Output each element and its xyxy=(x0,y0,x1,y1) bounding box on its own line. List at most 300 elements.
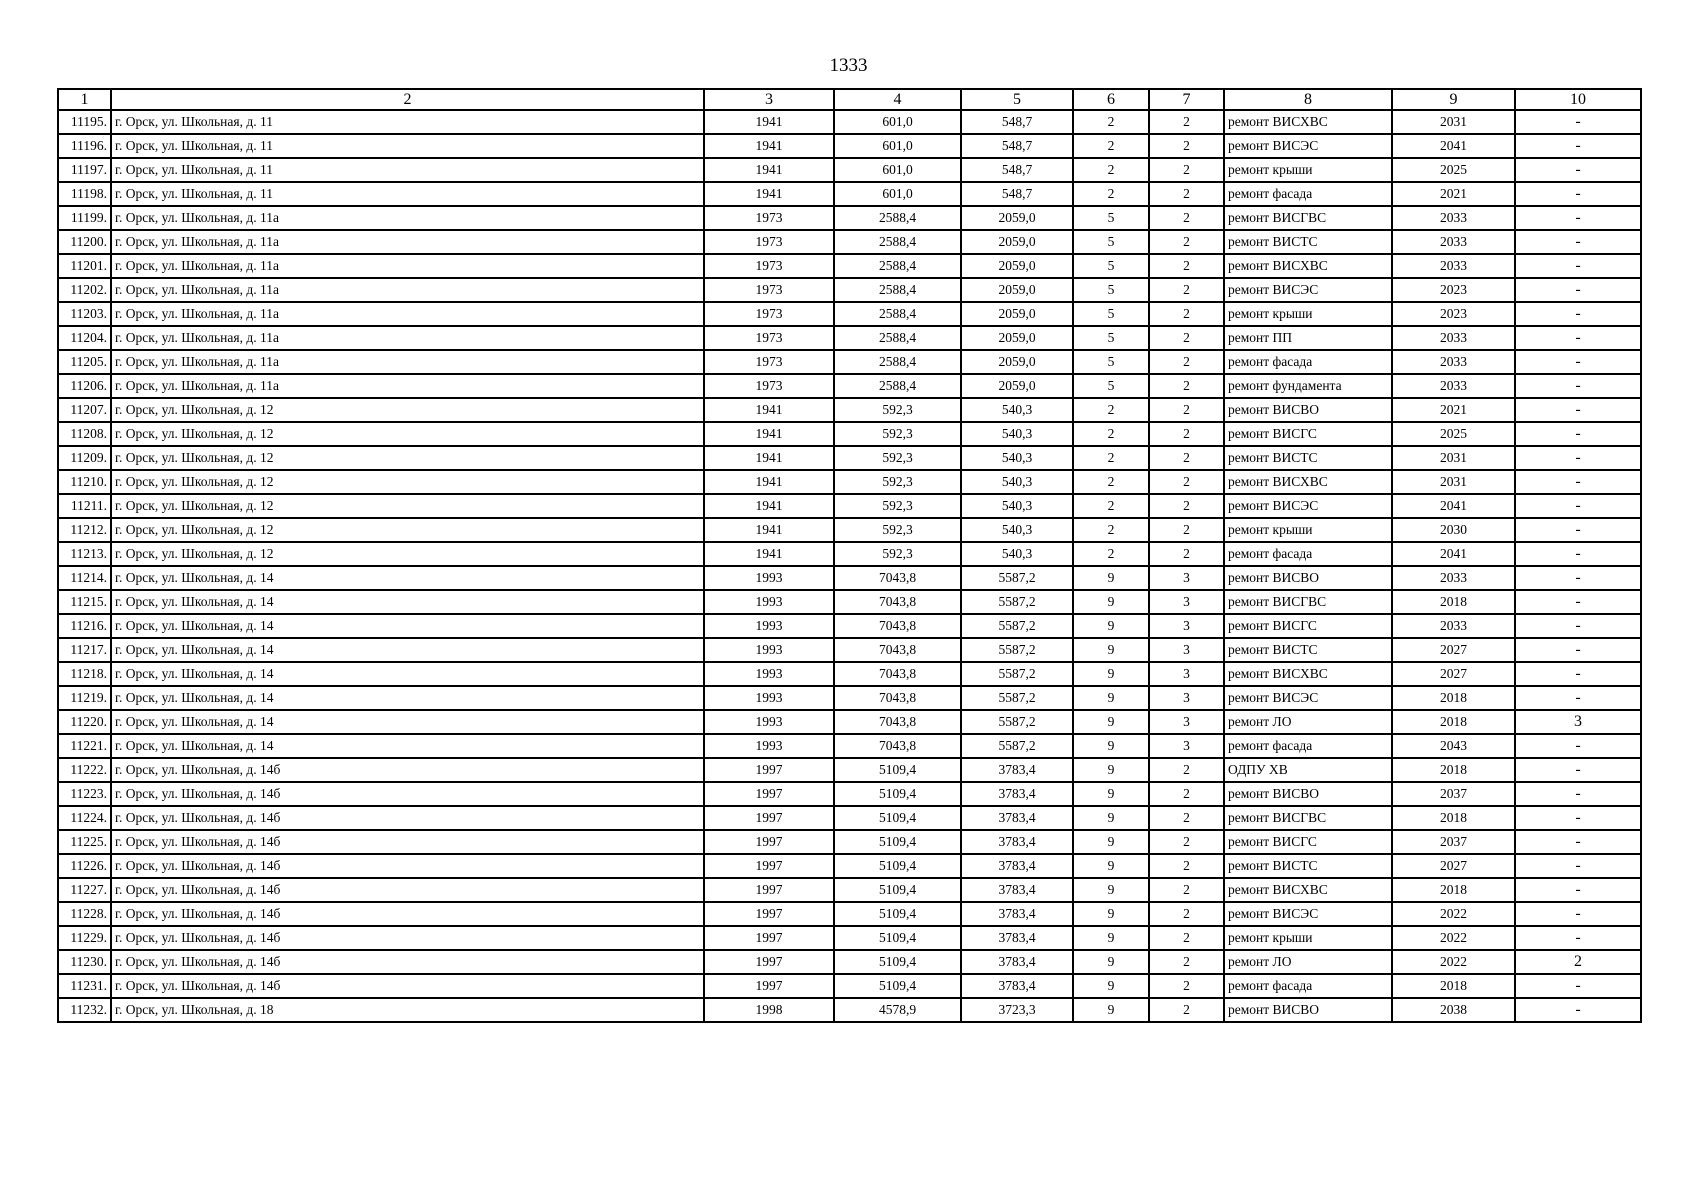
cell-floors: 5 xyxy=(1073,278,1149,302)
cell-year-built: 1997 xyxy=(704,950,834,974)
cell-total-area: 2588,4 xyxy=(834,230,961,254)
cell-entrances: 2 xyxy=(1149,854,1224,878)
cell-living-area: 540,3 xyxy=(961,470,1073,494)
cell-address: г. Орск, ул. Школьная, д. 11а xyxy=(111,374,704,398)
cell-year-built: 1993 xyxy=(704,614,834,638)
table-row xyxy=(58,638,1641,662)
cell-floors: 2 xyxy=(1073,518,1149,542)
cell-floors: 9 xyxy=(1073,686,1149,710)
cell-address: г. Орск, ул. Школьная, д. 11 xyxy=(111,134,704,158)
cell-row-number: 11217. xyxy=(58,638,111,662)
cell-floors: 5 xyxy=(1073,374,1149,398)
cell-year-built: 1993 xyxy=(704,662,834,686)
cell-work-type: ремонт ВИСТС xyxy=(1224,854,1392,878)
cell-address: г. Орск, ул. Школьная, д. 14 xyxy=(111,710,704,734)
cell-living-area: 2059,0 xyxy=(961,302,1073,326)
cell-total-area: 2588,4 xyxy=(834,278,961,302)
cell-work-type: ремонт ВИСВО xyxy=(1224,566,1392,590)
cell-elevator-count: - xyxy=(1515,350,1641,374)
cell-floors: 9 xyxy=(1073,878,1149,902)
cell-address: г. Орск, ул. Школьная, д. 14б xyxy=(111,830,704,854)
cell-total-area: 7043,8 xyxy=(834,638,961,662)
cell-floors: 2 xyxy=(1073,110,1149,134)
cell-row-number: 11226. xyxy=(58,854,111,878)
cell-living-area: 3723,3 xyxy=(961,998,1073,1022)
cell-entrances: 2 xyxy=(1149,254,1224,278)
cell-planned-year: 2027 xyxy=(1392,854,1515,878)
cell-entrances: 3 xyxy=(1149,638,1224,662)
cell-elevator-count: - xyxy=(1515,518,1641,542)
cell-work-type: ремонт ВИСВО xyxy=(1224,998,1392,1022)
cell-year-built: 1997 xyxy=(704,782,834,806)
cell-row-number: 11210. xyxy=(58,470,111,494)
cell-living-area: 3783,4 xyxy=(961,830,1073,854)
cell-living-area: 3783,4 xyxy=(961,974,1073,998)
cell-elevator-count: - xyxy=(1515,326,1641,350)
cell-entrances: 2 xyxy=(1149,398,1224,422)
column-header-8: 8 xyxy=(1224,89,1392,110)
cell-total-area: 5109,4 xyxy=(834,806,961,830)
table-row xyxy=(58,662,1641,686)
cell-elevator-count: - xyxy=(1515,446,1641,470)
cell-work-type: ремонт фасада xyxy=(1224,542,1392,566)
cell-living-area: 5587,2 xyxy=(961,614,1073,638)
cell-planned-year: 2022 xyxy=(1392,926,1515,950)
column-header-1: 1 xyxy=(58,89,111,110)
cell-elevator-count: - xyxy=(1515,902,1641,926)
cell-work-type: ремонт ВИСТС xyxy=(1224,230,1392,254)
cell-floors: 9 xyxy=(1073,806,1149,830)
cell-living-area: 2059,0 xyxy=(961,350,1073,374)
cell-row-number: 11216. xyxy=(58,614,111,638)
cell-address: г. Орск, ул. Школьная, д. 14б xyxy=(111,782,704,806)
cell-entrances: 2 xyxy=(1149,278,1224,302)
cell-row-number: 11215. xyxy=(58,590,111,614)
cell-entrances: 3 xyxy=(1149,590,1224,614)
cell-work-type: ремонт ВИСХВС xyxy=(1224,254,1392,278)
cell-entrances: 2 xyxy=(1149,182,1224,206)
table-row xyxy=(58,614,1641,638)
table-row xyxy=(58,734,1641,758)
cell-year-built: 1973 xyxy=(704,302,834,326)
cell-planned-year: 2033 xyxy=(1392,566,1515,590)
cell-living-area: 548,7 xyxy=(961,110,1073,134)
cell-work-type: ремонт ЛО xyxy=(1224,950,1392,974)
table-row xyxy=(58,278,1641,302)
cell-planned-year: 2030 xyxy=(1392,518,1515,542)
cell-year-built: 1998 xyxy=(704,998,834,1022)
cell-planned-year: 2018 xyxy=(1392,758,1515,782)
cell-entrances: 2 xyxy=(1149,422,1224,446)
cell-address: г. Орск, ул. Школьная, д. 14 xyxy=(111,590,704,614)
cell-row-number: 11223. xyxy=(58,782,111,806)
cell-living-area: 3783,4 xyxy=(961,806,1073,830)
cell-address: г. Орск, ул. Школьная, д. 11а xyxy=(111,350,704,374)
cell-address: г. Орск, ул. Школьная, д. 14б xyxy=(111,950,704,974)
column-header-6: 6 xyxy=(1073,89,1149,110)
table-row xyxy=(58,206,1641,230)
cell-row-number: 11203. xyxy=(58,302,111,326)
cell-total-area: 5109,4 xyxy=(834,878,961,902)
cell-work-type: ремонт ВИСГВС xyxy=(1224,590,1392,614)
cell-work-type: ремонт ВИСХВС xyxy=(1224,662,1392,686)
cell-total-area: 2588,4 xyxy=(834,374,961,398)
cell-row-number: 11225. xyxy=(58,830,111,854)
cell-work-type: ремонт ВИСВО xyxy=(1224,782,1392,806)
cell-address: г. Орск, ул. Школьная, д. 14 xyxy=(111,566,704,590)
cell-address: г. Орск, ул. Школьная, д. 11а xyxy=(111,230,704,254)
cell-total-area: 592,3 xyxy=(834,398,961,422)
cell-year-built: 1941 xyxy=(704,182,834,206)
cell-total-area: 601,0 xyxy=(834,158,961,182)
cell-entrances: 2 xyxy=(1149,926,1224,950)
cell-work-type: ремонт фасада xyxy=(1224,734,1392,758)
table-row xyxy=(58,950,1641,974)
cell-work-type: ремонт ВИСЭС xyxy=(1224,134,1392,158)
cell-work-type: ремонт ВИСТС xyxy=(1224,446,1392,470)
cell-work-type: ремонт ВИСГВС xyxy=(1224,206,1392,230)
cell-planned-year: 2033 xyxy=(1392,614,1515,638)
cell-work-type: ремонт ВИСХВС xyxy=(1224,878,1392,902)
cell-elevator-count: - xyxy=(1515,782,1641,806)
cell-total-area: 5109,4 xyxy=(834,974,961,998)
cell-floors: 9 xyxy=(1073,614,1149,638)
cell-year-built: 1993 xyxy=(704,566,834,590)
cell-work-type: ремонт ВИСВО xyxy=(1224,398,1392,422)
cell-entrances: 2 xyxy=(1149,518,1224,542)
table-row xyxy=(58,998,1641,1022)
column-header-3: 3 xyxy=(704,89,834,110)
cell-row-number: 11211. xyxy=(58,494,111,518)
cell-total-area: 5109,4 xyxy=(834,950,961,974)
cell-year-built: 1941 xyxy=(704,494,834,518)
cell-living-area: 3783,4 xyxy=(961,854,1073,878)
cell-address: г. Орск, ул. Школьная, д. 14б xyxy=(111,806,704,830)
cell-total-area: 5109,4 xyxy=(834,782,961,806)
cell-floors: 9 xyxy=(1073,854,1149,878)
cell-year-built: 1941 xyxy=(704,158,834,182)
cell-planned-year: 2031 xyxy=(1392,446,1515,470)
cell-planned-year: 2018 xyxy=(1392,710,1515,734)
cell-total-area: 592,3 xyxy=(834,470,961,494)
cell-entrances: 3 xyxy=(1149,734,1224,758)
cell-work-type: ремонт ВИСГС xyxy=(1224,614,1392,638)
cell-address: г. Орск, ул. Школьная, д. 14 xyxy=(111,638,704,662)
cell-planned-year: 2031 xyxy=(1392,110,1515,134)
cell-work-type: ремонт фасада xyxy=(1224,974,1392,998)
cell-year-built: 1993 xyxy=(704,638,834,662)
cell-planned-year: 2027 xyxy=(1392,662,1515,686)
cell-address: г. Орск, ул. Школьная, д. 12 xyxy=(111,542,704,566)
cell-planned-year: 2018 xyxy=(1392,590,1515,614)
cell-living-area: 3783,4 xyxy=(961,902,1073,926)
table-row xyxy=(58,758,1641,782)
cell-entrances: 2 xyxy=(1149,326,1224,350)
table-row xyxy=(58,422,1641,446)
cell-elevator-count: - xyxy=(1515,182,1641,206)
cell-living-area: 548,7 xyxy=(961,182,1073,206)
cell-work-type: ремонт ВИСХВС xyxy=(1224,470,1392,494)
cell-planned-year: 2027 xyxy=(1392,638,1515,662)
table-row xyxy=(58,518,1641,542)
cell-planned-year: 2021 xyxy=(1392,182,1515,206)
cell-address: г. Орск, ул. Школьная, д. 11а xyxy=(111,278,704,302)
cell-total-area: 5109,4 xyxy=(834,758,961,782)
cell-work-type: ремонт ВИСЭС xyxy=(1224,686,1392,710)
cell-year-built: 1941 xyxy=(704,110,834,134)
cell-elevator-count: - xyxy=(1515,830,1641,854)
cell-year-built: 1941 xyxy=(704,518,834,542)
column-header-7: 7 xyxy=(1149,89,1224,110)
cell-row-number: 11195. xyxy=(58,110,111,134)
cell-elevator-count: - xyxy=(1515,566,1641,590)
cell-work-type: ремонт фасада xyxy=(1224,182,1392,206)
cell-address: г. Орск, ул. Школьная, д. 12 xyxy=(111,518,704,542)
cell-planned-year: 2041 xyxy=(1392,542,1515,566)
cell-floors: 9 xyxy=(1073,974,1149,998)
cell-address: г. Орск, ул. Школьная, д. 14б xyxy=(111,926,704,950)
cell-entrances: 2 xyxy=(1149,302,1224,326)
cell-elevator-count: - xyxy=(1515,158,1641,182)
cell-planned-year: 2025 xyxy=(1392,158,1515,182)
cell-elevator-count: - xyxy=(1515,110,1641,134)
cell-address: г. Орск, ул. Школьная, д. 11а xyxy=(111,206,704,230)
cell-elevator-count: - xyxy=(1515,638,1641,662)
cell-address: г. Орск, ул. Школьная, д. 14б xyxy=(111,758,704,782)
column-header-2: 2 xyxy=(111,89,704,110)
cell-total-area: 2588,4 xyxy=(834,350,961,374)
cell-work-type: ремонт ВИСХВС xyxy=(1224,110,1392,134)
cell-living-area: 540,3 xyxy=(961,542,1073,566)
cell-row-number: 11201. xyxy=(58,254,111,278)
cell-year-built: 1973 xyxy=(704,278,834,302)
table-row xyxy=(58,134,1641,158)
cell-row-number: 11198. xyxy=(58,182,111,206)
cell-floors: 2 xyxy=(1073,158,1149,182)
cell-row-number: 11218. xyxy=(58,662,111,686)
cell-address: г. Орск, ул. Школьная, д. 18 xyxy=(111,998,704,1022)
table-row xyxy=(58,374,1641,398)
cell-elevator-count: - xyxy=(1515,974,1641,998)
cell-work-type: ремонт ВИСГС xyxy=(1224,422,1392,446)
table-row xyxy=(58,110,1641,134)
cell-year-built: 1993 xyxy=(704,710,834,734)
table-row xyxy=(58,590,1641,614)
cell-entrances: 2 xyxy=(1149,878,1224,902)
cell-elevator-count: - xyxy=(1515,806,1641,830)
cell-elevator-count: - xyxy=(1515,254,1641,278)
cell-total-area: 592,3 xyxy=(834,542,961,566)
cell-living-area: 540,3 xyxy=(961,518,1073,542)
cell-address: г. Орск, ул. Школьная, д. 12 xyxy=(111,470,704,494)
cell-planned-year: 2033 xyxy=(1392,350,1515,374)
cell-row-number: 11230. xyxy=(58,950,111,974)
cell-planned-year: 2018 xyxy=(1392,686,1515,710)
table-row xyxy=(58,782,1641,806)
cell-elevator-count: - xyxy=(1515,662,1641,686)
cell-living-area: 540,3 xyxy=(961,494,1073,518)
cell-elevator-count: - xyxy=(1515,206,1641,230)
table-row xyxy=(58,302,1641,326)
cell-address: г. Орск, ул. Школьная, д. 12 xyxy=(111,446,704,470)
cell-floors: 2 xyxy=(1073,134,1149,158)
cell-planned-year: 2031 xyxy=(1392,470,1515,494)
cell-floors: 9 xyxy=(1073,590,1149,614)
cell-living-area: 5587,2 xyxy=(961,734,1073,758)
cell-planned-year: 2043 xyxy=(1392,734,1515,758)
cell-row-number: 11220. xyxy=(58,710,111,734)
table-row xyxy=(58,446,1641,470)
cell-work-type: ремонт крыши xyxy=(1224,518,1392,542)
repair-registry-table xyxy=(57,88,1642,1023)
cell-total-area: 601,0 xyxy=(834,182,961,206)
table-row xyxy=(58,494,1641,518)
cell-total-area: 592,3 xyxy=(834,494,961,518)
cell-total-area: 5109,4 xyxy=(834,926,961,950)
cell-row-number: 11196. xyxy=(58,134,111,158)
cell-total-area: 4578,9 xyxy=(834,998,961,1022)
cell-address: г. Орск, ул. Школьная, д. 12 xyxy=(111,494,704,518)
cell-elevator-count: - xyxy=(1515,734,1641,758)
cell-living-area: 540,3 xyxy=(961,398,1073,422)
cell-entrances: 2 xyxy=(1149,974,1224,998)
cell-elevator-count: - xyxy=(1515,278,1641,302)
cell-elevator-count: - xyxy=(1515,374,1641,398)
cell-elevator-count: - xyxy=(1515,590,1641,614)
cell-planned-year: 2041 xyxy=(1392,134,1515,158)
cell-entrances: 2 xyxy=(1149,350,1224,374)
table-body xyxy=(58,110,1641,1022)
table-row xyxy=(58,806,1641,830)
cell-total-area: 601,0 xyxy=(834,134,961,158)
table-row xyxy=(58,566,1641,590)
cell-floors: 2 xyxy=(1073,542,1149,566)
cell-row-number: 11214. xyxy=(58,566,111,590)
cell-planned-year: 2025 xyxy=(1392,422,1515,446)
cell-year-built: 1997 xyxy=(704,974,834,998)
cell-planned-year: 2038 xyxy=(1392,998,1515,1022)
cell-year-built: 1973 xyxy=(704,374,834,398)
cell-living-area: 5587,2 xyxy=(961,710,1073,734)
cell-year-built: 1997 xyxy=(704,878,834,902)
cell-living-area: 2059,0 xyxy=(961,254,1073,278)
cell-row-number: 11204. xyxy=(58,326,111,350)
cell-address: г. Орск, ул. Школьная, д. 14б xyxy=(111,854,704,878)
cell-elevator-count: - xyxy=(1515,494,1641,518)
cell-address: г. Орск, ул. Школьная, д. 14 xyxy=(111,662,704,686)
cell-work-type: ремонт крыши xyxy=(1224,926,1392,950)
cell-address: г. Орск, ул. Школьная, д. 11а xyxy=(111,254,704,278)
cell-work-type: ремонт фундамента xyxy=(1224,374,1392,398)
cell-floors: 2 xyxy=(1073,422,1149,446)
cell-entrances: 3 xyxy=(1149,566,1224,590)
cell-entrances: 2 xyxy=(1149,134,1224,158)
cell-year-built: 1997 xyxy=(704,926,834,950)
cell-year-built: 1997 xyxy=(704,830,834,854)
cell-total-area: 7043,8 xyxy=(834,734,961,758)
cell-row-number: 11205. xyxy=(58,350,111,374)
cell-floors: 2 xyxy=(1073,446,1149,470)
cell-year-built: 1941 xyxy=(704,470,834,494)
cell-living-area: 3783,4 xyxy=(961,758,1073,782)
cell-elevator-count: - xyxy=(1515,542,1641,566)
cell-entrances: 3 xyxy=(1149,662,1224,686)
cell-work-type: ремонт ВИСЭС xyxy=(1224,278,1392,302)
cell-living-area: 3783,4 xyxy=(961,878,1073,902)
cell-living-area: 2059,0 xyxy=(961,326,1073,350)
cell-living-area: 5587,2 xyxy=(961,662,1073,686)
table-row xyxy=(58,902,1641,926)
cell-work-type: ремонт ВИСЭС xyxy=(1224,902,1392,926)
cell-address: г. Орск, ул. Школьная, д. 11 xyxy=(111,110,704,134)
cell-floors: 9 xyxy=(1073,830,1149,854)
table-row xyxy=(58,254,1641,278)
cell-living-area: 2059,0 xyxy=(961,230,1073,254)
page-number: 1333 xyxy=(829,55,868,76)
cell-living-area: 3783,4 xyxy=(961,782,1073,806)
cell-floors: 9 xyxy=(1073,638,1149,662)
cell-year-built: 1973 xyxy=(704,350,834,374)
cell-year-built: 1941 xyxy=(704,134,834,158)
cell-address: г. Орск, ул. Школьная, д. 12 xyxy=(111,422,704,446)
cell-planned-year: 2023 xyxy=(1392,278,1515,302)
cell-elevator-count: - xyxy=(1515,422,1641,446)
table-row xyxy=(58,470,1641,494)
cell-elevator-count: - xyxy=(1515,854,1641,878)
cell-elevator-count: - xyxy=(1515,614,1641,638)
cell-work-type: ОДПУ ХВ xyxy=(1224,758,1392,782)
cell-entrances: 2 xyxy=(1149,230,1224,254)
cell-living-area: 540,3 xyxy=(961,446,1073,470)
cell-total-area: 601,0 xyxy=(834,110,961,134)
cell-year-built: 1993 xyxy=(704,686,834,710)
cell-address: г. Орск, ул. Школьная, д. 11 xyxy=(111,182,704,206)
cell-year-built: 1997 xyxy=(704,854,834,878)
column-header-4: 4 xyxy=(834,89,961,110)
cell-floors: 9 xyxy=(1073,734,1149,758)
cell-floors: 5 xyxy=(1073,302,1149,326)
cell-planned-year: 2023 xyxy=(1392,302,1515,326)
cell-floors: 9 xyxy=(1073,782,1149,806)
cell-row-number: 11219. xyxy=(58,686,111,710)
cell-elevator-count: - xyxy=(1515,998,1641,1022)
cell-floors: 9 xyxy=(1073,926,1149,950)
table-row xyxy=(58,326,1641,350)
cell-total-area: 7043,8 xyxy=(834,590,961,614)
cell-entrances: 2 xyxy=(1149,374,1224,398)
cell-total-area: 7043,8 xyxy=(834,662,961,686)
cell-row-number: 11209. xyxy=(58,446,111,470)
cell-address: г. Орск, ул. Школьная, д. 14б xyxy=(111,902,704,926)
cell-address: г. Орск, ул. Школьная, д. 14 xyxy=(111,734,704,758)
cell-elevator-count: 3 xyxy=(1515,710,1641,734)
cell-floors: 9 xyxy=(1073,998,1149,1022)
cell-address: г. Орск, ул. Школьная, д. 14 xyxy=(111,686,704,710)
cell-total-area: 592,3 xyxy=(834,422,961,446)
cell-floors: 5 xyxy=(1073,254,1149,278)
cell-entrances: 2 xyxy=(1149,782,1224,806)
table-row xyxy=(58,686,1641,710)
cell-row-number: 11207. xyxy=(58,398,111,422)
cell-total-area: 5109,4 xyxy=(834,902,961,926)
cell-elevator-count: - xyxy=(1515,758,1641,782)
cell-work-type: ремонт фасада xyxy=(1224,350,1392,374)
table-row xyxy=(58,158,1641,182)
cell-work-type: ремонт ВИСТС xyxy=(1224,638,1392,662)
cell-year-built: 1973 xyxy=(704,206,834,230)
cell-row-number: 11221. xyxy=(58,734,111,758)
cell-total-area: 7043,8 xyxy=(834,686,961,710)
